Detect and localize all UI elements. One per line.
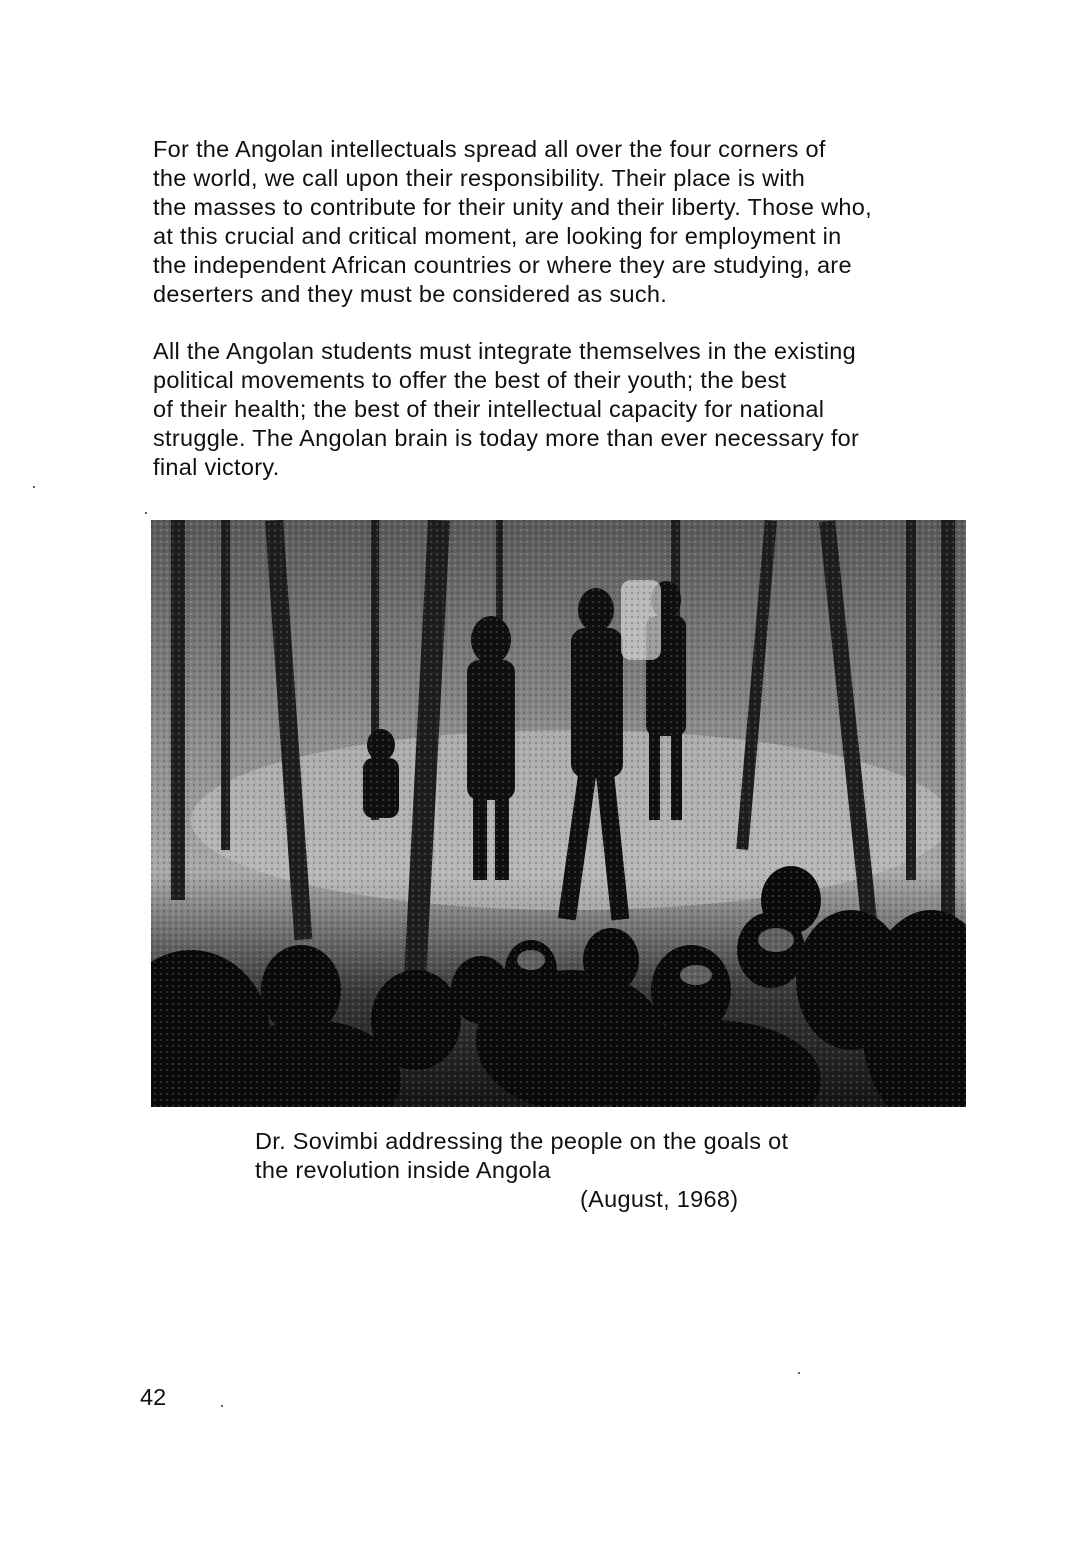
text-line: For the Angolan intellectuals spread all over the four corners of [153,136,826,162]
print-speck [33,486,35,488]
caption-date: (August, 1968) [580,1186,739,1212]
text-line: the masses to contribute for their unity and their liberty. Those who, [153,194,872,220]
photo-caption [255,1127,955,1214]
page-number: 42 [140,1384,167,1410]
text-line: of their health; the best of their intellectual capacity for national [153,396,825,422]
text-line: the independent African countries or where they are studying, are [153,252,852,278]
text-line: the world, we call upon their responsibility. Their place is with [153,165,806,191]
text-line: final victory. [153,454,280,480]
text-line: at this crucial and critical moment, are looking for employment in [153,223,842,249]
print-speck [145,512,147,514]
paragraph-students [153,337,1013,482]
text-line: political movements to offer the best of their youth; the best [153,367,787,393]
paragraph-intellectuals [153,135,1013,309]
caption-line: Dr. Sovimbi addressing the people on the goals ot [255,1128,789,1154]
print-speck [221,1405,223,1407]
text-line: struggle. The Angolan brain is today more than ever necessary for [153,425,860,451]
caption-line: the revolution inside Angola [255,1157,551,1183]
photograph-rally-in-forest [151,520,966,1107]
text-line: All the Angolan students must integrate themselves in the existing [153,338,856,364]
photo-illustration [151,520,966,1107]
print-speck [798,1372,800,1374]
text-line: deserters and they must be considered as such. [153,281,668,307]
